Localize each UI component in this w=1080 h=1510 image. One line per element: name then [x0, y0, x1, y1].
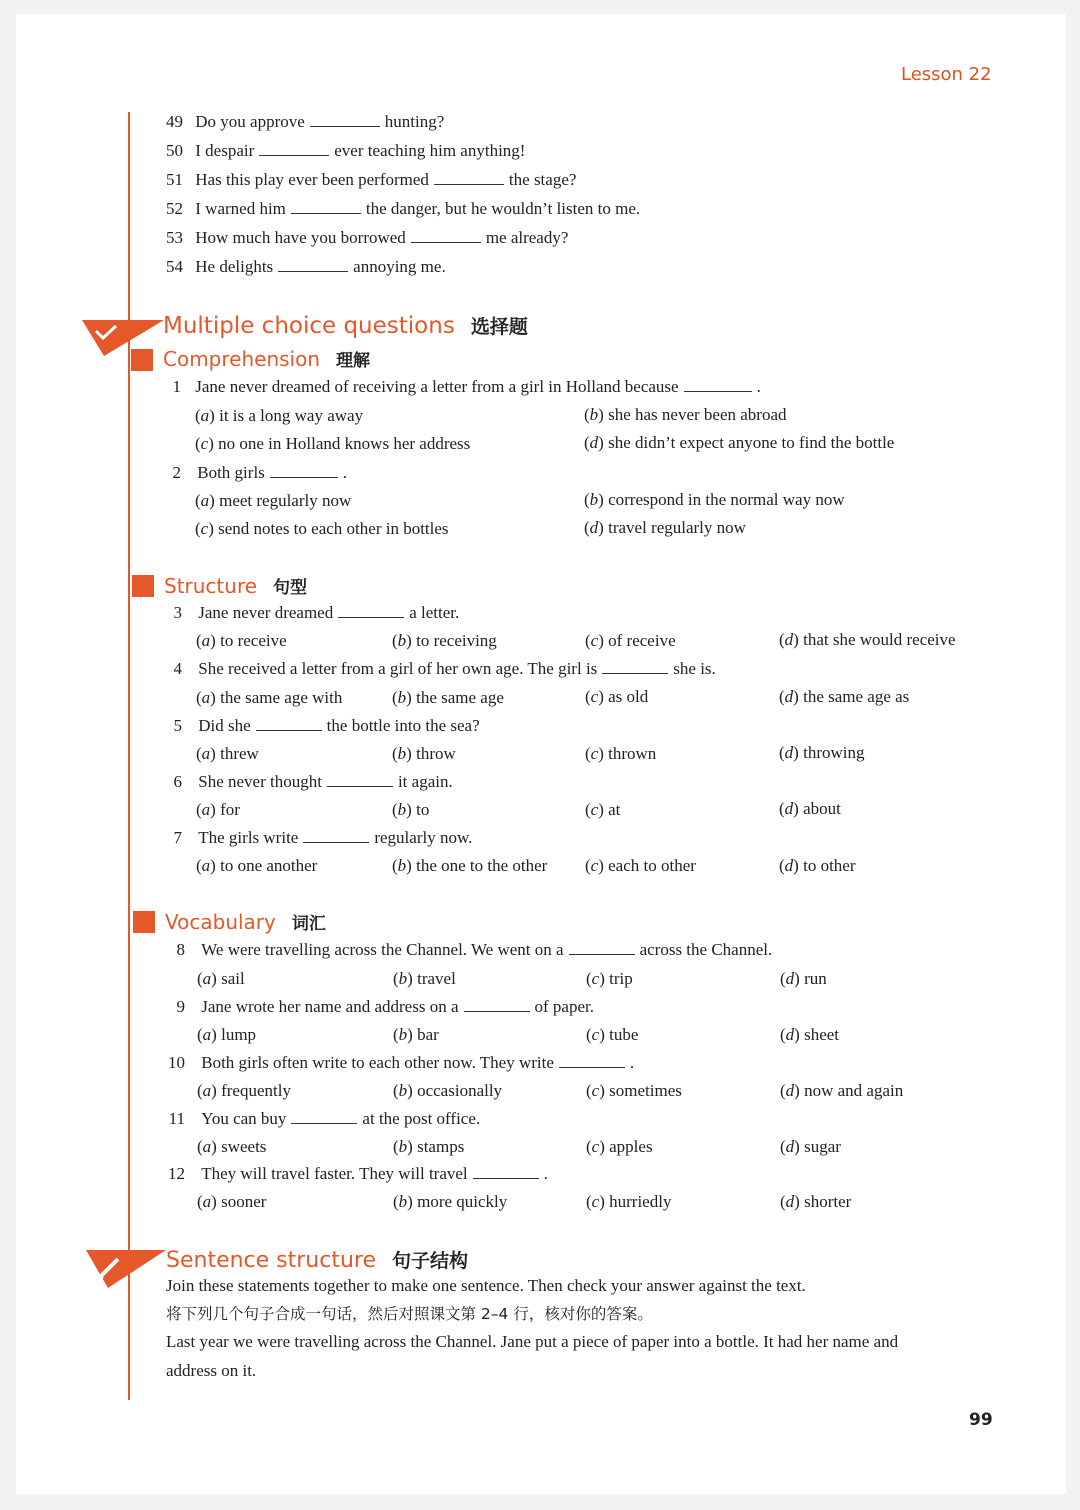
- fill-in-item: 53 How much have you borrowed me already?: [166, 228, 569, 247]
- option: (a) the same age with: [196, 688, 343, 707]
- answer-blank: [291, 199, 361, 214]
- answer-blank: [259, 141, 329, 156]
- question-item: 1 Jane never dreamed of receiving a letter from a girl in Holland because .: [172, 377, 761, 396]
- section-marker: [132, 575, 154, 597]
- option: (b) she has never been abroad: [584, 405, 787, 424]
- option: (d) sugar: [780, 1137, 841, 1156]
- answer-blank: [434, 170, 504, 185]
- option: (c) tube: [586, 1025, 639, 1044]
- section-marker: [131, 349, 153, 371]
- option: (a) lump: [197, 1025, 257, 1044]
- option: (a) threw: [196, 744, 259, 763]
- pencil-flag-icon: [86, 1250, 166, 1290]
- option: (b) travel: [393, 969, 456, 988]
- answer-blank: [559, 1053, 625, 1068]
- section-title-comprehension: Comprehension 理解: [163, 347, 371, 371]
- option: (c) send notes to each other in bottles: [195, 519, 449, 538]
- option: (a) meet regularly now: [195, 491, 352, 510]
- question-item: 6 She never thought it again.: [173, 772, 453, 791]
- section-title-multiple-choice: Multiple choice questions 选择题: [163, 313, 528, 339]
- option: (c) of receive: [585, 631, 676, 650]
- answer-blank: [256, 716, 322, 731]
- option: (a) to receive: [196, 631, 287, 650]
- option: (a) sweets: [197, 1137, 267, 1156]
- option: (c) hurriedly: [586, 1192, 672, 1211]
- option: (c) at: [585, 800, 621, 819]
- answer-blank: [278, 257, 348, 272]
- answer-blank: [473, 1164, 539, 1179]
- question-item: 2 Both girls .: [172, 463, 348, 482]
- instruction-text-zh: 将下列几个句子合成一句话，然后对照课文第 2–4 行，核对你的答案。: [166, 1305, 653, 1323]
- option: (b) occasionally: [393, 1081, 503, 1100]
- option: (a) to one another: [196, 856, 318, 875]
- option: (c) apples: [586, 1137, 653, 1156]
- section-title-vocabulary: Vocabulary 词汇: [165, 910, 326, 934]
- answer-blank: [338, 603, 404, 618]
- option: (d) sheet: [780, 1025, 840, 1044]
- option: (b) the one to the other: [392, 856, 548, 875]
- option: (d) run: [780, 969, 827, 988]
- answer-blank: [411, 228, 481, 243]
- section-title-sentence-structure: Sentence structure 句子结构: [166, 1248, 469, 1273]
- option: (b) stamps: [393, 1137, 465, 1156]
- question-item: 10 Both girls often write to each other now. They write .: [168, 1053, 635, 1072]
- answer-blank: [602, 659, 668, 674]
- option: (a) for: [196, 800, 240, 819]
- answer-blank: [569, 940, 635, 955]
- answer-blank: [684, 377, 752, 392]
- lesson-label: Lesson 22: [901, 64, 992, 85]
- answer-blank: [327, 772, 393, 787]
- question-item: 4 She received a letter from a girl of her own age. The girl is she is.: [173, 659, 716, 678]
- option: (a) sooner: [197, 1192, 267, 1211]
- option: (d) shorter: [780, 1192, 852, 1211]
- answer-blank: [270, 463, 338, 478]
- option: (b) to: [392, 800, 430, 819]
- option: (c) no one in Holland knows her address: [195, 434, 471, 453]
- exercise-text: Last year we were travelling across the Channel. Jane put a piece of paper into a bottle. It had her name and: [166, 1332, 899, 1351]
- option: (c) trip: [586, 969, 633, 988]
- fill-in-item: 54 He delights annoying me.: [166, 257, 446, 276]
- option: (b) throw: [392, 744, 456, 763]
- section-title-structure: Structure 句型: [164, 574, 308, 598]
- option: (b) more quickly: [393, 1192, 508, 1211]
- question-item: 11 You can buy at the post office.: [168, 1109, 481, 1128]
- option: (a) frequently: [197, 1081, 291, 1100]
- option: (d) now and again: [780, 1081, 904, 1100]
- page-number: 99: [969, 1410, 993, 1430]
- question-item: 7 The girls write regularly now.: [173, 828, 473, 847]
- answer-blank: [291, 1109, 357, 1124]
- option: (d) travel regularly now: [584, 518, 746, 537]
- option: (b) correspond in the normal way now: [584, 490, 845, 509]
- exercise-text: address on it.: [166, 1361, 257, 1380]
- question-item: 8 We were travelling across the Channel. We went on a across the Channel.: [176, 940, 773, 959]
- question-item: 12 They will travel faster. They will travel .: [168, 1164, 548, 1183]
- fill-in-item: 49 Do you approve hunting?: [166, 112, 445, 131]
- option: (d) throwing: [779, 743, 865, 762]
- answer-blank: [464, 997, 530, 1012]
- option: (c) each to other: [585, 856, 696, 875]
- question-item: 5 Did she the bottle into the sea?: [173, 716, 480, 735]
- option: (b) bar: [393, 1025, 439, 1044]
- option: (d) she didn’t expect anyone to find the bottle: [584, 433, 895, 452]
- option: (c) thrown: [585, 744, 657, 763]
- option: (a) sail: [197, 969, 245, 988]
- answer-blank: [303, 828, 369, 843]
- option: (d) that she would receive: [779, 630, 956, 649]
- option: (c) as old: [585, 687, 649, 706]
- option: (b) the same age: [392, 688, 504, 707]
- fill-in-item: 51 Has this play ever been performed the stage?: [166, 170, 577, 189]
- question-item: 9 Jane wrote her name and address on a of paper.: [176, 997, 594, 1016]
- question-item: 3 Jane never dreamed a letter.: [173, 603, 460, 622]
- margin-rule: [128, 112, 130, 1400]
- option: (d) to other: [779, 856, 856, 875]
- option: (c) sometimes: [586, 1081, 682, 1100]
- option: (a) it is a long way away: [195, 406, 364, 425]
- section-marker: [133, 911, 155, 933]
- option: (b) to receiving: [392, 631, 497, 650]
- option: (d) about: [779, 799, 841, 818]
- fill-in-item: 50 I despair ever teaching him anything!: [166, 141, 526, 160]
- option: (d) the same age as: [779, 687, 910, 706]
- answer-blank: [310, 112, 380, 127]
- instruction-text: Join these statements together to make one sentence. Then check your answer against the text.: [166, 1276, 806, 1295]
- fill-in-item: 52 I warned him the danger, but he wouldn’t listen to me.: [166, 199, 641, 218]
